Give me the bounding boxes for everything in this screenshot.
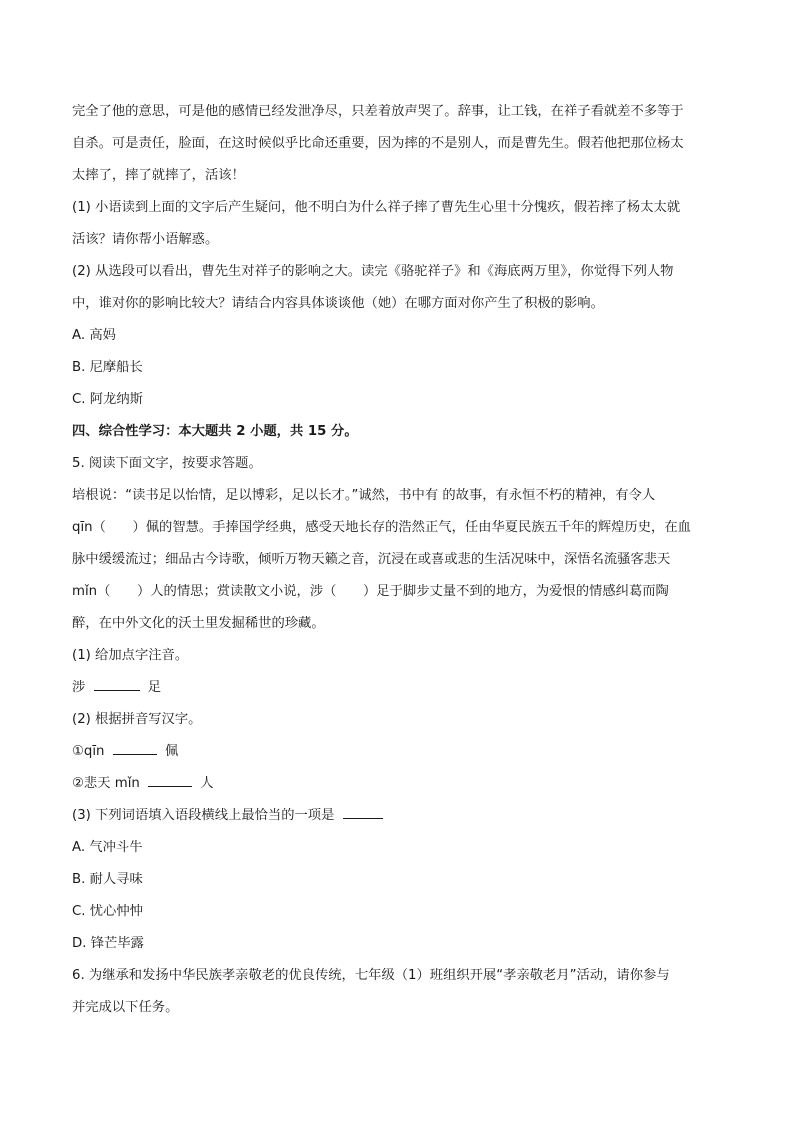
text-line: 活该？请你帮小语解惑。 <box>72 232 219 247</box>
option-c: C. 忧心忡忡 <box>72 904 143 919</box>
question-5-sub2-title: (2) 根据拼音写汉字。 <box>72 712 202 727</box>
option-b: B. 耐人寻味 <box>72 872 143 887</box>
question-5-intro: 5. 阅读下面文字，按要求答题。 <box>72 456 262 471</box>
question-4-part-2 <box>72 256 724 320</box>
text-line: 完全了他的意思，可是他的感情已经发泄净尽，只差着放声哭了。辞事，让工钱，在祥子看就差不多等于 <box>72 104 684 119</box>
option-a: A. 高妈 <box>72 328 116 343</box>
question-5-sub1-item <box>72 672 724 704</box>
item-suffix: 人 <box>200 776 214 791</box>
passage-continuation <box>72 96 724 192</box>
item-suffix: 佩 <box>164 744 179 759</box>
option-a: A. 气冲斗牛 <box>72 840 143 855</box>
text-line: mǐn（ ）人的情思；赏读散文小说，涉（ ）足于脚步丈量不到的地方，为爱恨的情感纠葛而陶 <box>72 584 669 599</box>
answer-blank[interactable] <box>343 805 383 819</box>
answer-blank[interactable] <box>148 773 192 787</box>
question-4-options <box>72 320 724 416</box>
answer-blank[interactable] <box>94 677 140 691</box>
section-4-title: 四、综合性学习：本大题共 2 小题，共 15 分。 <box>72 424 358 439</box>
text-line: 自杀。可是责任，脸面，在这时候似乎比命还重要，因为摔的不是别人，而是曹先生。假若他把那位杨太 <box>72 136 684 151</box>
answer-blank[interactable] <box>113 741 157 755</box>
sub3-prompt: (3) 下列词语填入语段横线上最恰当的一项是 <box>72 808 335 823</box>
option-c: C. 阿龙纳斯 <box>72 392 143 407</box>
text-line: (2) 从选段可以看出，曹先生对祥子的影响之大。读完《骆驼祥子》和《海底两万里》，你觉得下列人物 <box>72 264 674 279</box>
text-line: qīn（ ）佩的智慧。手捧国学经典，感受天地长存的浩然正气，任由华夏民族五千年的辉煌历史，在血 <box>72 520 691 535</box>
question-5-sub3-options <box>72 832 724 960</box>
item-label: ②悲天 mǐn <box>72 776 140 791</box>
text-line: 培根说：“读书足以怡情，足以博彩，足以长才。”诚然，书中有 的故事，有永恒不朽的精神，有令人 <box>72 488 656 503</box>
question-5-sub1-title: (1) 给加点字注音。 <box>72 648 189 663</box>
text-line: 醉，在中外文化的沃土里发掘稀世的珍藏。 <box>72 616 325 631</box>
question-5-passage <box>72 480 724 640</box>
text-line: 太摔了，摔了就摔了，活该！ <box>72 168 245 183</box>
question-5-sub3-title <box>72 800 724 832</box>
question-6 <box>72 960 724 1024</box>
question-5-sub2-item <box>72 768 724 800</box>
option-d: D. 锋芒毕露 <box>72 936 144 951</box>
text-line: (1) 小语读到上面的文字后产生疑问，他不明白为什么祥子摔了曹先生心里十分愧疚，假若摔了杨太太就 <box>72 200 681 215</box>
question-4-part-1 <box>72 192 724 256</box>
item-label: ①qīn <box>72 744 105 759</box>
text-line: 并完成以下任务。 <box>72 1000 179 1015</box>
item-label: 涉 <box>72 680 86 695</box>
item-suffix: 足 <box>147 680 162 695</box>
text-line: 脉中缓缓流过；细品古今诗歌，倾听万物天籁之音，沉浸在或喜或悲的生活况味中，深悟名流骚客悲天 <box>72 552 671 567</box>
text-line: 中，谁对你的影响比较大？请结合内容具体谈谈他（她）在哪方面对你产生了积极的影响。 <box>72 296 604 311</box>
option-b: B. 尼摩船长 <box>72 360 143 375</box>
question-5-sub2-item <box>72 736 724 768</box>
text-line: 6. 为继承和发扬中华民族孝亲敬老的优良传统，七年级（1）班组织开展“孝亲敬老月”活动，请你参与 <box>72 968 670 983</box>
exam-page <box>72 96 724 1024</box>
